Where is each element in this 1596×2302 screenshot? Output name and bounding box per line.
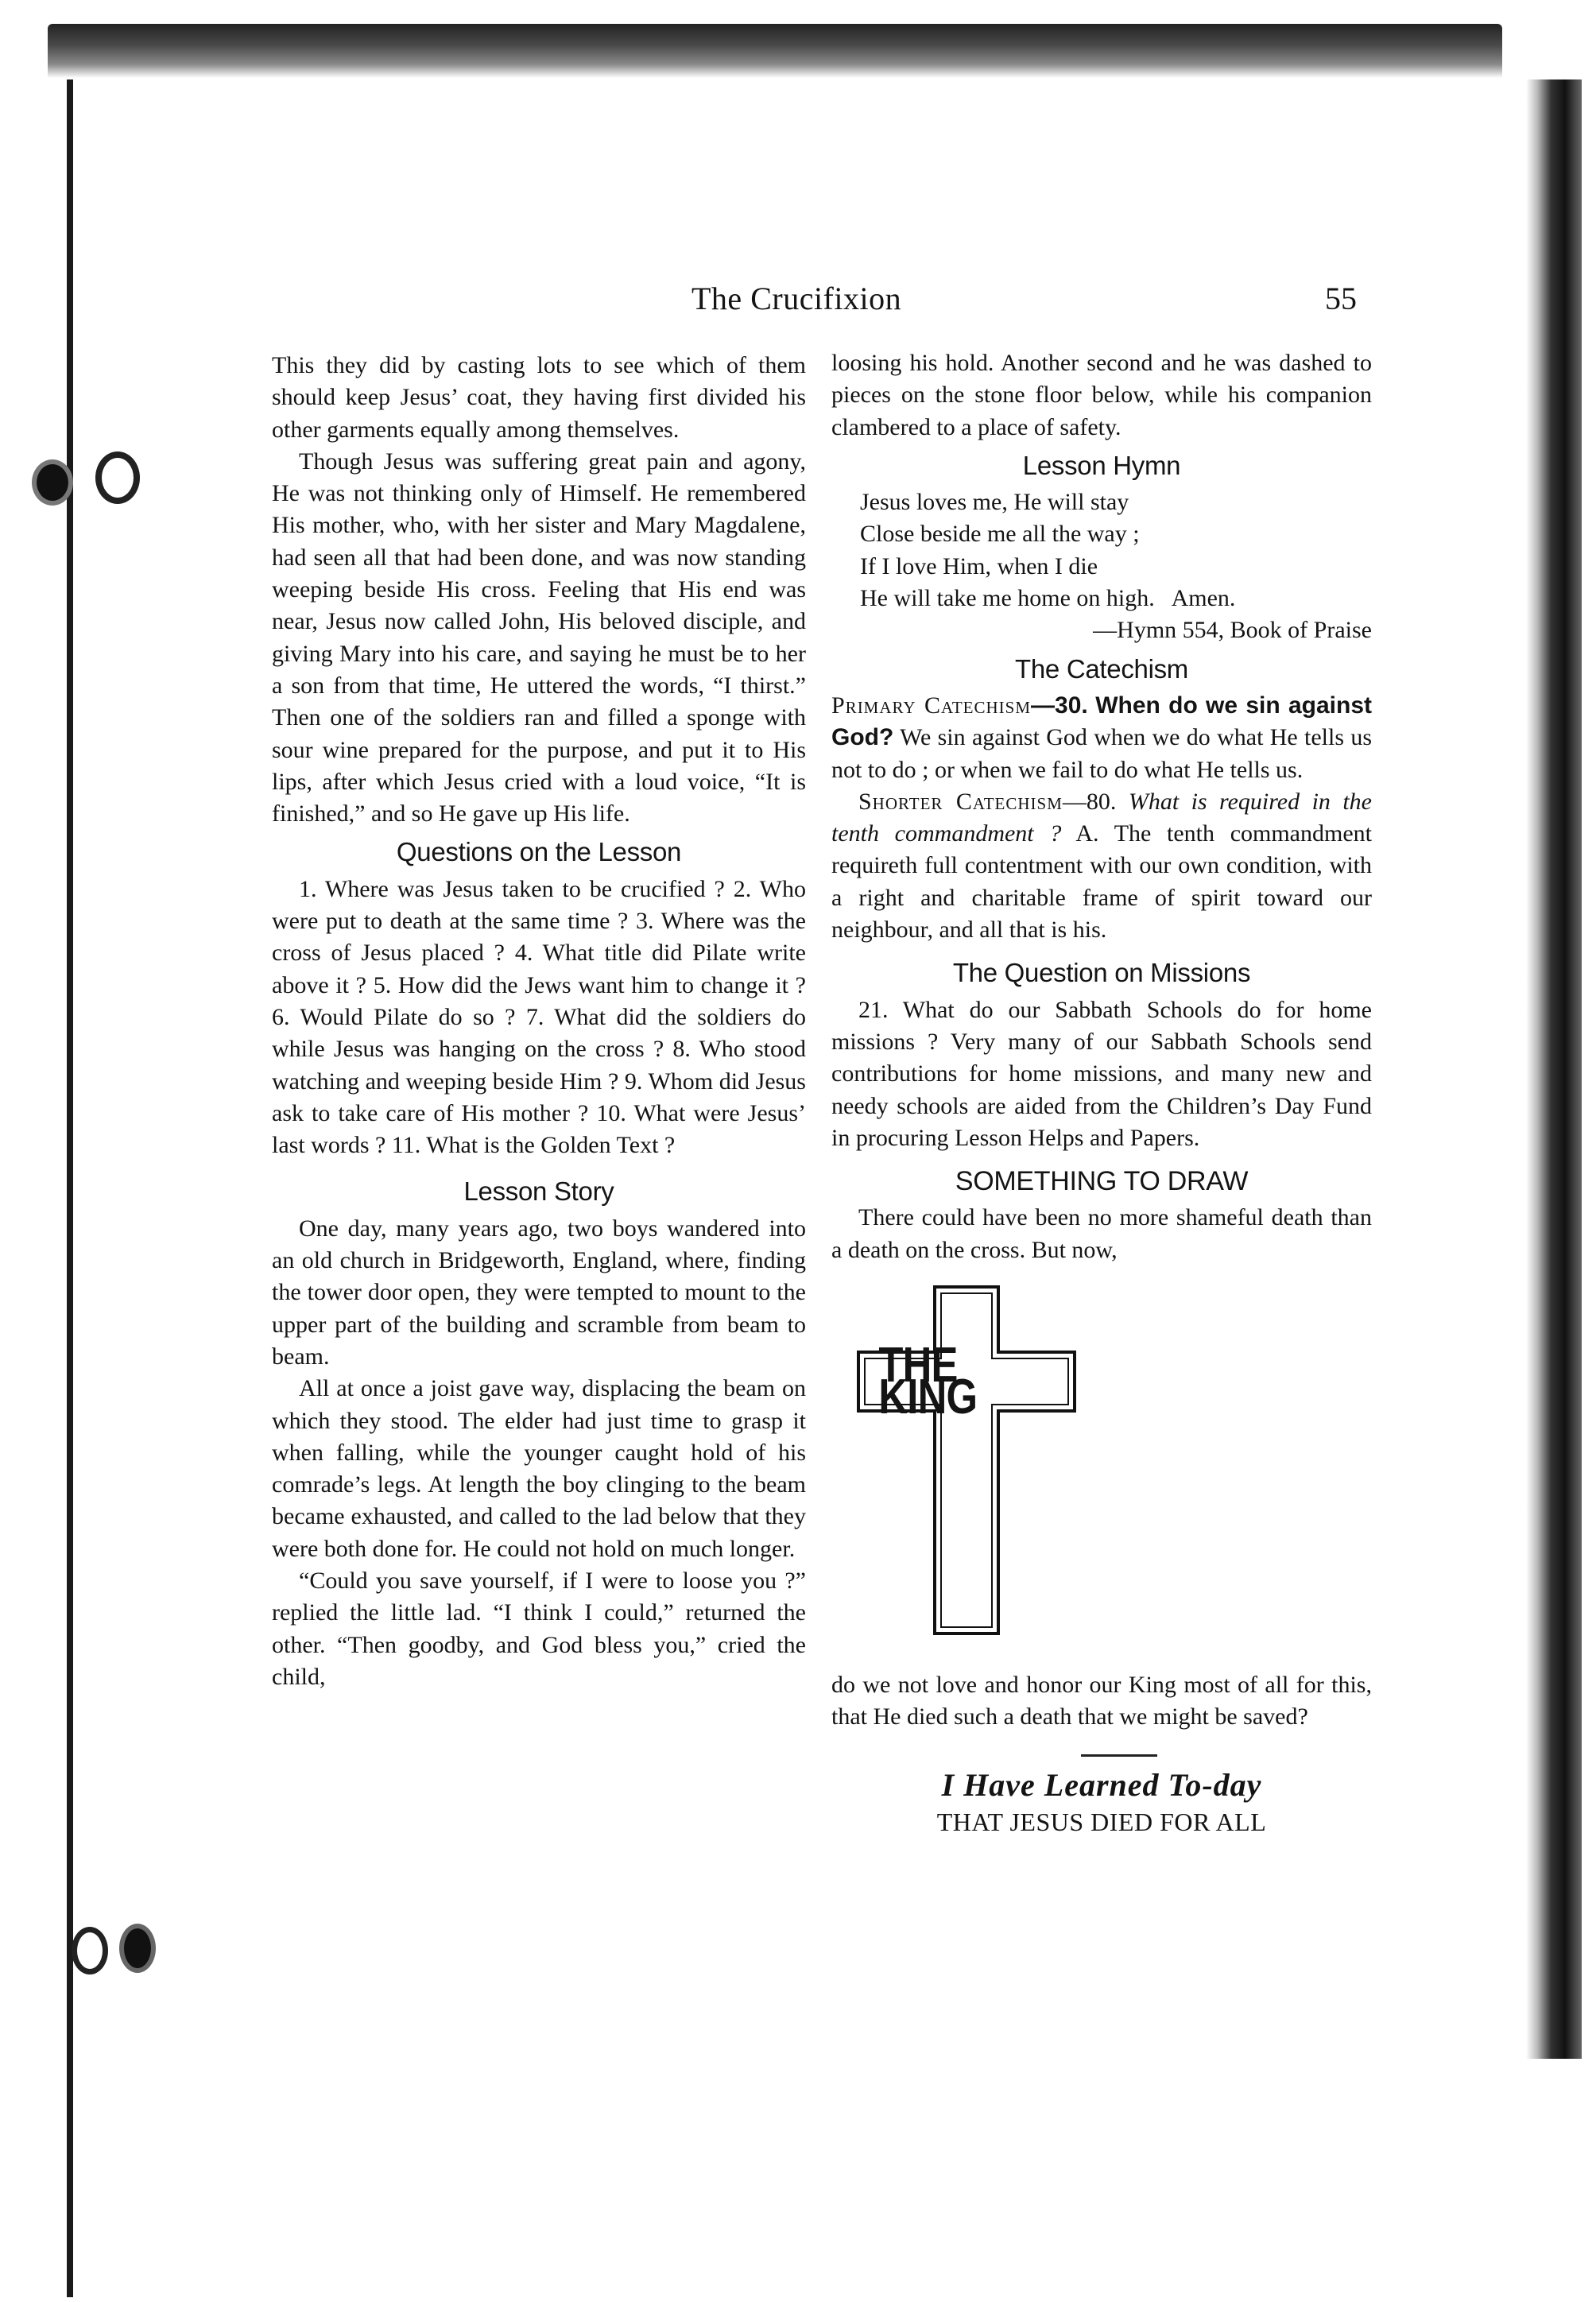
catechism-heading: The Catechism bbox=[1014, 653, 1188, 684]
primary-catechism-number: —30. bbox=[1031, 692, 1088, 719]
story-heading: Lesson Story bbox=[463, 1176, 614, 1207]
missions-heading: The Question on Missions bbox=[952, 958, 1251, 988]
page-number: 55 bbox=[1325, 281, 1357, 316]
draw-heading: SOMETHING TO DRAW bbox=[955, 1166, 1249, 1197]
hymn-heading: Lesson Hymn bbox=[1022, 450, 1181, 480]
primary-catechism bbox=[831, 690, 1372, 786]
running-head-title: The Crucifixion bbox=[691, 281, 902, 316]
questions-heading: Questions on the Lesson bbox=[396, 837, 682, 867]
primary-catechism-answer: We sin against God when we do what He tells us not to do ; or when we fail to do what He tells us. bbox=[831, 724, 1372, 783]
right-column bbox=[831, 347, 1372, 1838]
hymn-verse bbox=[860, 486, 1372, 646]
shorter-catechism-question: What is required in the tenth commandment ? bbox=[831, 788, 1372, 847]
paragraph: One day, many years ago, two boys wandered into an old church in Bridgeworth, England, where, finding the tower door open, they were tempted to mount to the upper part of the building and scramble from beam to beam. bbox=[272, 1215, 806, 1370]
primary-catechism-label: Primary Catechism bbox=[831, 692, 1032, 719]
hymn-line: Close beside me all the way ; bbox=[860, 521, 1140, 548]
draw-paragraph: There could have been no more shameful death than a death on the cross. But now, bbox=[831, 1204, 1372, 1263]
learned-statement: THAT JESUS DIED FOR ALL bbox=[936, 1807, 1267, 1836]
hymn-citation: —Hymn 554, Book of Praise bbox=[1093, 617, 1372, 644]
draw-paragraph-continued: do we not love and honor our King most of all for this, that He died such a death that we might be saved? bbox=[831, 1672, 1372, 1730]
shorter-catechism-answer: A. The tenth commandment requireth full contentment with our own condition, with a right and charitable frame of spirit toward our neighbour, and all that is his. bbox=[831, 820, 1372, 944]
paragraph: “Could you save yourself, if I were to loose you ?” replied the little lad. “I think I could,” returned the other. “Then goodby, and God bless you,” cried the child, bbox=[272, 1567, 806, 1690]
shorter-catechism-label: Shorter Catechism bbox=[858, 788, 1063, 815]
cross-drawing bbox=[831, 1284, 1372, 1669]
paragraph: This they did by casting lots to see which of them should keep Jesus’ coat, they having first divided his other garments equally among themselves. bbox=[272, 352, 806, 443]
left-column bbox=[272, 350, 806, 1693]
paragraph: All at once a joist gave way, displacing the beam on which they stood. The elder had just time to grasp it when falling, while the younger caught hold of his comrade’s legs. At length the boy clinging to the beam became exhausted, and called to the lad below that they were both done for. He could not hold on much longer. bbox=[272, 1375, 806, 1562]
divider bbox=[1081, 1754, 1157, 1757]
shorter-catechism bbox=[831, 786, 1372, 946]
paragraph: Though Jesus was suffering great pain and agony, He was not thinking only of Himself. He remembered His mother, who, with her sister and Mary Magdalene, had seen all that had been done, and was now standing weeping beside His cross. Feeling that His end was near, Jesus now called John, His beloved disciple, and giving Mary into his care, and saying he must be to her a son from that time, He uttered the words, “I thirst.” Then one of the soldiers ran and filled a sponge with sour wine prepared for the purpose, and put it to His lips, after which Jesus cried with a loud voice, “It is finished,” and so He gave up His life. bbox=[272, 448, 806, 827]
cross-label: THE KING bbox=[878, 1337, 978, 1425]
missions-paragraph: 21. What do our Sabbath Schools do for home missions ? Very many of our Sabbath Schools send contributions for home missions, and many new and needy schools are aided from the Children’s Day Fund in procuring Lesson Helps and Papers. bbox=[831, 996, 1372, 1151]
learned-heading: I Have Learned To-day bbox=[941, 1766, 1262, 1803]
hymn-line: He will take me home on high. Amen. bbox=[860, 585, 1236, 612]
questions-list: 1. Where was Jesus taken to be crucified ? 2. Who were put to death at the same time ? 3. Where was the cross of Jesus placed ? 4. What title did Pilate write above it ? 5. How did the Jews want him to change it ? 6. Would Pilate do so ? 7. What did the soldiers do while Jesus was hanging on the cross ? 8. Who stood watching and weeping beside Him ? 9. Whom did Jesus ask to take care of His mother ? 10. What were Jesus’ last words ? 11. What is the Golden Text ? bbox=[272, 875, 806, 1159]
primary-catechism-question: When do we sin against God? bbox=[831, 692, 1373, 751]
paragraph: loosing his hold. Another second and he was dashed to pieces on the stone floor below, while his companion clambered to a place of safety. bbox=[831, 350, 1372, 440]
hymn-line: Jesus loves me, He will stay bbox=[860, 489, 1129, 516]
shorter-catechism-number: —80. bbox=[1062, 788, 1117, 815]
hymn-line: If I love Him, when I die bbox=[860, 552, 1098, 579]
